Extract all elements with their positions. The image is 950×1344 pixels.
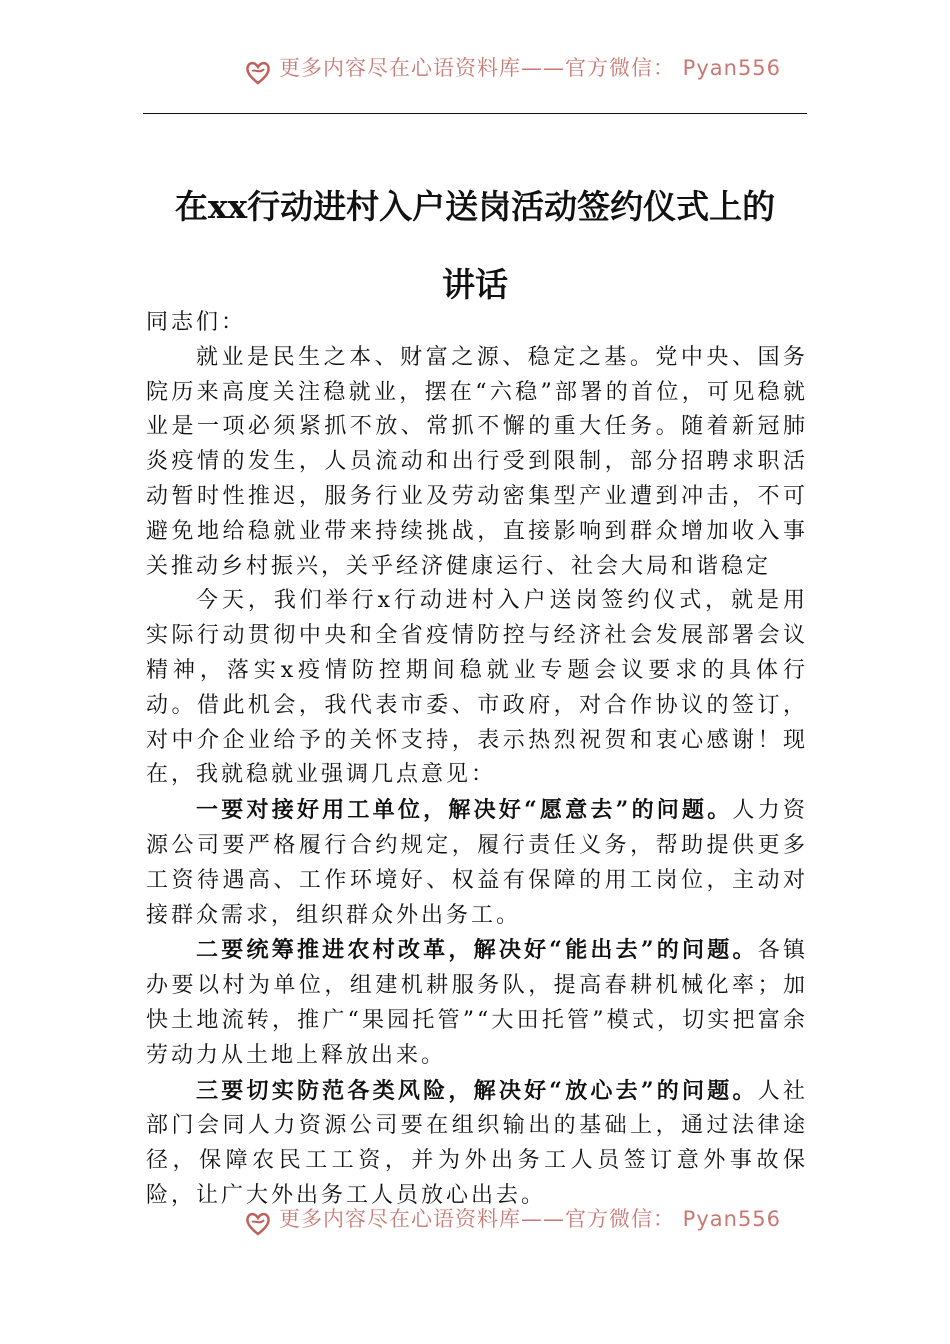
page-title [143,168,807,324]
salutation: 同志们： [146,310,247,335]
point-2 [146,933,808,1073]
point-3-heading: 三要切实防范各类风险，解决好“放心去”的问题。 [196,1077,758,1104]
header-rule [143,113,807,114]
point-1-heading: 一要对接好用工单位，解决好“愿意去”的问题。 [196,797,733,824]
title-line-2: 讲话 [442,265,508,304]
point-1-text: 人力资源公司要严格履行合约规定，履行责任义务，帮助提供更多工资待遇高、工作环境好、权益有保障的用工岗位，主动对接群众需求，组织群众外出务工。 [146,798,808,928]
footer-watermark-banner [243,1203,781,1243]
header-watermark-text: 更多内容尽在心语资料库——官方微信： Pyan556 [279,56,782,80]
title-line-1: 在xx行动进村入户送岗活动签约仪式上的 [174,187,776,226]
point-1 [146,793,808,933]
paragraph-2: 今天，我们举行x行动进村入户送岗签约仪式，就是用实际行动贯彻中央和全省疫情防控与经济社会发展部署会议精神，落实x疫情防控期间稳就业专题会议要求的具体行动。借此机会，我代表市委、市政府，对合作协议的签订，对中介企业给予的关怀支持，表示热烈祝贺和衷心感谢！现在，我就稳就业强调几点意见： [146,588,808,788]
point-3-text: 人社部门会同人力资源公司要在组织输出的基础上，通过法律途径，保障农民工工资，并为外出务工人员签订意外事故保险，让广大外出务工人员放心出去。 [146,1078,808,1208]
point-3 [146,1074,808,1214]
footer-watermark-text: 更多内容尽在心语资料库——官方微信： Pyan556 [279,1207,782,1231]
header-watermark-banner [243,52,781,92]
point-2-heading: 二要统筹推进农村改革，解决好“能出去”的问题。 [196,937,758,964]
paragraph-1: 就业是民生之本、财富之源、稳定之基。党中央、国务院历来高度关注稳就业，摆在“六稳”部署的首位，可见稳就业是一项必须紧抓不放、常抓不懈的重大任务。随着新冠肺炎疫情的发生，人员流动和出行受到限制，部分招聘求职活动暂时性推迟，服务行业及劳动密集型产业遭到冲击，不可避免地给稳就业带来持续挑战，直接影响到群众增加收入事关推动乡村振兴，关乎经济健康运行、社会大局和谐稳定 [146,344,808,579]
heart-logo-icon [243,57,273,87]
heart-logo-icon [243,1208,273,1238]
document-body [146,306,808,1214]
point-2-text: 各镇办要以村为单位，组建机耕服务队，提高春耕机械化率；加快土地流转，推广“果园托管”“大田托管”模式，切实把富余劳动力从土地上释放出来。 [146,938,808,1068]
